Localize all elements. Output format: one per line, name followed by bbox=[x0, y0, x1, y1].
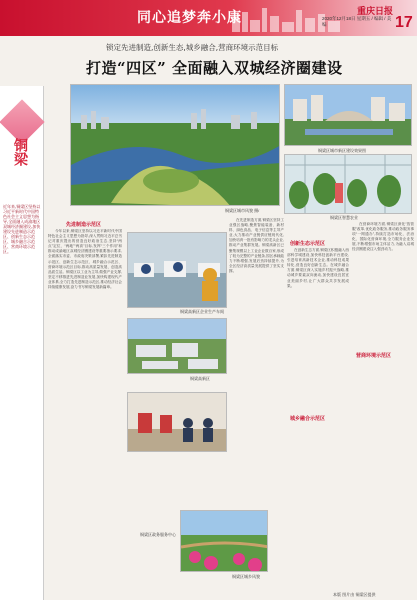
city-building-photo bbox=[284, 84, 412, 146]
page-number: 17 bbox=[395, 14, 413, 31]
industrial-park-photo bbox=[127, 318, 227, 374]
issue-meta: 2020年12月18日 星期五 / 编辑 / 美编 bbox=[322, 16, 392, 27]
caption-factory: 铜梁高新区企业生产车间 bbox=[180, 309, 224, 314]
sidebar-intro: 近年来,铜梁区坚持以习近平新时代中国特色社会主义思想为指导,全面融入成渝地区双城经济圈建设,加快建设先进制造示范区、创新生态示范区、城乡融合示范区、营商环境示范区。 bbox=[3, 204, 41, 254]
main-aerial-photo bbox=[70, 84, 280, 206]
article-headline: 打造“四区” 全面融入双城经济圈建设 bbox=[86, 59, 343, 77]
factory-workers-photo bbox=[127, 232, 227, 308]
left-sidebar bbox=[0, 86, 44, 600]
article-column-2 bbox=[229, 218, 284, 508]
article-column-4 bbox=[352, 222, 414, 588]
column-2-text: 在先进制造方面,铜梁区坚持工业强区战略,聚焦智能装备、新材料、绿色食品、电子信息等主导产业,大力推动产业链供应链现代化,加快培育一批有影响力的龙头企业,推动产业集群发展。铜梁高新区已聚集规模以上工业企业数百家,形成了较为完整的产业链条,园区承载能力不断增强,发展后劲持续提升,为全区经济高质量发展提供了坚实支撑。 bbox=[229, 218, 284, 273]
section-title-innovation: 创新生态示范区 bbox=[290, 241, 326, 247]
column-4-text: 在营商环境方面,铜梁区深化“放管服”改革,优化政务服务,推动政务服务事项“一网通办”,持续打造市场化、法治化、国际化营商环境,全力服务企业发展,不断增强市场主体活力,为融入双城经济圈建设注入强劲动力。 bbox=[352, 222, 414, 252]
caption-right-mid: 铜梁区智慧农业 bbox=[330, 215, 358, 220]
article-column-3 bbox=[287, 248, 349, 588]
section-title-manufacturing: 先进制造示范区 bbox=[66, 222, 102, 228]
banner-title: 同心追梦奔小康 bbox=[137, 10, 242, 26]
caption-right-top: 铜梁区城市新区建设效果图 bbox=[318, 148, 366, 153]
column-3-text: 在创新生态方面,铜梁区积极融入西部科学城建设,加快科技创新平台建设,引进培育高新技术企业,推动科技成果转化,营造良好创新生态。在城乡融合方面,铜梁区深入实施乡村振兴战略,推动城乡要素双向流动,加快建设宜居宜业美丽乡村,让广大群众共享发展成果。 bbox=[287, 248, 349, 288]
photo-credit: 本版 图片由 铜梁区提供 bbox=[333, 592, 376, 597]
caption-main-photo: 铜梁区城市风貌 摄/ bbox=[225, 208, 260, 213]
caption-flowers: 铜梁区城乡风貌 bbox=[232, 574, 260, 579]
newspaper-logo: 重庆日报 bbox=[357, 7, 394, 17]
section-title-business: 营商环境示范区 bbox=[356, 353, 392, 359]
column-1-text: 今年以来,铜梁区坚持以习近平新时代中国特色社会主义思想为指导,深入贯彻习近平总书记对重庆提出的营造良好政治生态,坚持“两点”定位、“两地”“两高”目标,发挥“三个作用”和推动成渝地区双城经济圈建设等重要指示要求,全面落实市委、市政府决策部署,紧扣先进制造示范区、创新生态示范区、城乡融合示范区、营商环境示范区目标,推动高质量发展、创造高品质生活。铜梁区以工业为主导,做强产业支撑,坚定不移推进先进制造业发展,加快构建现代产业体系,全力打造先进制造示范区,推动经济社会持续健康发展,奋力书写铜梁发展新篇章。 bbox=[48, 229, 122, 290]
section-title-urban-rural: 城乡融合示范区 bbox=[290, 416, 326, 422]
flowers-landscape-photo bbox=[180, 510, 268, 572]
sidebar-title: 铜梁 bbox=[12, 138, 28, 166]
greenhouse-photo bbox=[284, 154, 412, 214]
article-subhead: 锁定先进制造,创新生态,城乡融合,营商环境示范目标 bbox=[106, 43, 279, 52]
caption-park: 铜梁高新区 bbox=[190, 376, 210, 381]
article-column-1 bbox=[48, 229, 122, 589]
caption-service: 铜梁区政务服务中心 bbox=[140, 532, 176, 537]
service-center-photo bbox=[127, 392, 227, 452]
